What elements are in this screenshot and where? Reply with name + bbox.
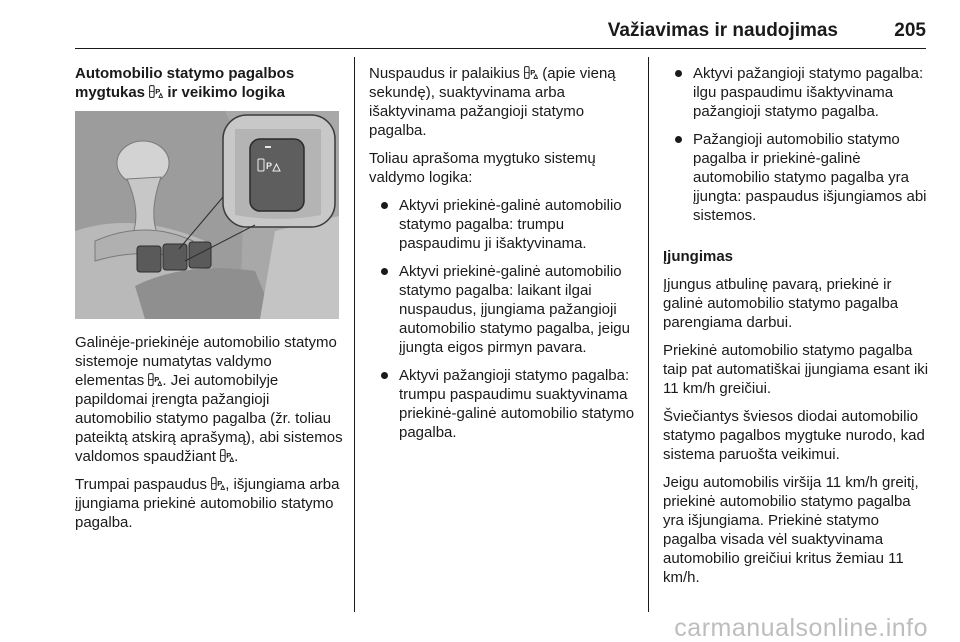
page-title: Važiavimas ir naudojimas [607, 20, 838, 41]
console-photo [75, 111, 339, 319]
column-3 [663, 64, 931, 596]
paragraph: Priekinė automobilio statymo pagalba taip pat automatiškai įjungiama esant iki 11 km/h greičiui. [663, 342, 929, 397]
park-assist-button-icon [148, 373, 162, 386]
watermark: carmanualsonline.info [674, 614, 928, 642]
paragraph: Jeigu automobilis viršija 11 km/h greitį, priekinė automobilio statymo pagalba yra išjungiama. Priekinė statymo pagalba visada vėl suaktyvinama automobilio greičiui kritus žemiau 11 km/h. [663, 474, 919, 586]
header-rule [75, 48, 926, 49]
paragraph: Trumpai paspaudus , išjungiama arba įjungiama priekinė automobilio statymo pagalba. [75, 476, 340, 531]
park-assist-button-icon [211, 477, 225, 490]
console-illustration [75, 111, 339, 319]
list-item: Aktyvi pažangioji statymo pagalba: ilgu paspaudimu išaktyvinama pažangioji statymo pagalba. [663, 64, 931, 121]
page-number: 205 [894, 20, 926, 41]
column-1 [75, 64, 343, 541]
park-assist-button-icon [220, 449, 234, 462]
section-heading: Automobilio statymo pagalbos mygtukas ir veikimo logika [75, 65, 295, 101]
list-item: Pažangioji automobilio statymo pagalba ir priekinė-galinė automobilio statymo pagalba yra įjungta: paspaudus išjungiamos abi sistemos. [663, 130, 931, 225]
list-item: Aktyvi priekinė-galinė automobilio statymo pagalba: trumpu paspaudimu ji išaktyvinama. [369, 196, 639, 253]
column-divider-1 [354, 57, 355, 612]
list-item: Aktyvi priekinė-galinė automobilio statymo pagalba: laikant ilgai nuspaudus, įjungiama pažangioji automobilio statymo pagalba, jeigu įjungta eigos pirmyn pavara. [369, 262, 639, 357]
paragraph: Šviečiantys šviesos diodai automobilio statymo pagalbos mygtuke nurodo, kad sistema paruošta veikimui. [663, 408, 925, 463]
paragraph: Įjungus atbulinę pavarą, priekinė ir galinė automobilio statymo pagalba parengiama darbui. [663, 276, 899, 331]
svg-text:P: P [266, 161, 273, 171]
paragraph: Toliau aprašoma mygtuko sistemų valdymo logika: [369, 150, 596, 186]
column-2 [369, 64, 639, 451]
list-item: Aktyvi pažangioji statymo pagalba: trumpu paspaudimu suaktyvinama priekinė-galinė automobilio statymo pagalba. [369, 366, 639, 442]
subsection-heading: Įjungimas [663, 248, 734, 265]
park-assist-button-icon [524, 66, 538, 79]
paragraph: Nuspaudus ir palaikius (apie vieną sekundę), suaktyvinama arba išaktyvinama pažangioji statymo pagalba. [369, 65, 616, 139]
column-divider-2 [648, 57, 649, 612]
page-header [0, 20, 926, 44]
paragraph: Galinėje-priekinėje automobilio statymo sistemoje numatytas valdymo elementas . Jei automobilyje papildomai įrengta pažangioji automobilio statymo pagalba (žr. toliau pateiktą atskirą aprašymą), abi sistemos valdomos spaudžiant . [75, 334, 343, 465]
park-assist-button-icon [149, 85, 163, 98]
